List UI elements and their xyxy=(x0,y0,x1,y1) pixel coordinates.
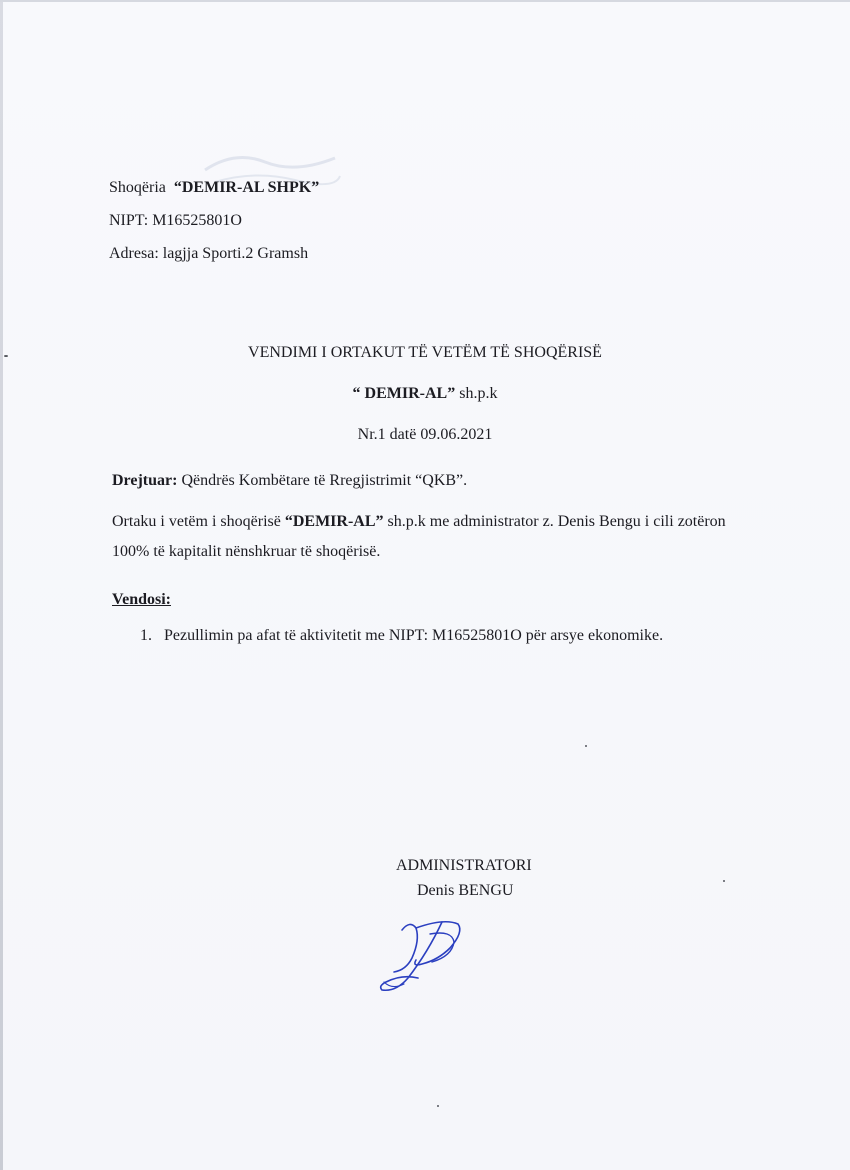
page-top-edge xyxy=(0,0,850,2)
signatory-role: ADMINISTRATORI xyxy=(396,857,532,874)
decision-item xyxy=(140,626,663,646)
intro-company: “DEMIR-AL” xyxy=(284,513,384,530)
company-label: Shoqëria xyxy=(109,179,166,196)
scan-speck xyxy=(437,1105,439,1107)
intro-line-1 xyxy=(112,512,726,532)
addressed-label: Drejtuar: xyxy=(112,472,178,489)
intro-text-a: Ortaku i vetëm i shoqërisë xyxy=(112,513,285,530)
decision-item-text: Pezullimin pa afat të aktivitetit me NIPT: M16525801O për arsye ekonomike. xyxy=(164,627,664,644)
company-line xyxy=(109,178,319,198)
handwritten-signature xyxy=(372,912,472,1007)
title-company-line xyxy=(0,384,850,404)
addressed-text: Qëndrës Kombëtare të Rregjistrimit “QKB”. xyxy=(177,472,468,489)
company-name: “DEMIR-AL SHPK” xyxy=(173,179,320,196)
address-line: Adresa: lagjja Sporti.2 Gramsh xyxy=(109,245,309,262)
decision-heading: Vendosi: xyxy=(112,591,171,608)
scan-speck xyxy=(723,880,725,882)
signatory-name: Denis BENGU xyxy=(417,882,514,899)
addressed-line xyxy=(112,471,467,491)
intro-text-b: sh.p.k me administrator z. Denis Bengu i cili zotëron xyxy=(383,513,726,530)
intro-line-2: 100% të kapitalit nënshkruar të shoqërisë. xyxy=(112,543,381,560)
page-left-edge xyxy=(0,0,3,1170)
scan-speck xyxy=(585,745,587,747)
decision-item-number: 1. xyxy=(140,627,152,644)
document-title: VENDIMI I ORTAKUT TË VETËM TË SHOQËRISË xyxy=(248,344,602,361)
document-number-date: Nr.1 datë 09.06.2021 xyxy=(357,426,493,443)
nipt-line: NIPT: M16525801O xyxy=(109,212,242,229)
scan-speck xyxy=(4,355,8,357)
title-company-suffix: sh.p.k xyxy=(455,385,498,402)
title-company-name: “ DEMIR-AL” xyxy=(352,385,456,402)
